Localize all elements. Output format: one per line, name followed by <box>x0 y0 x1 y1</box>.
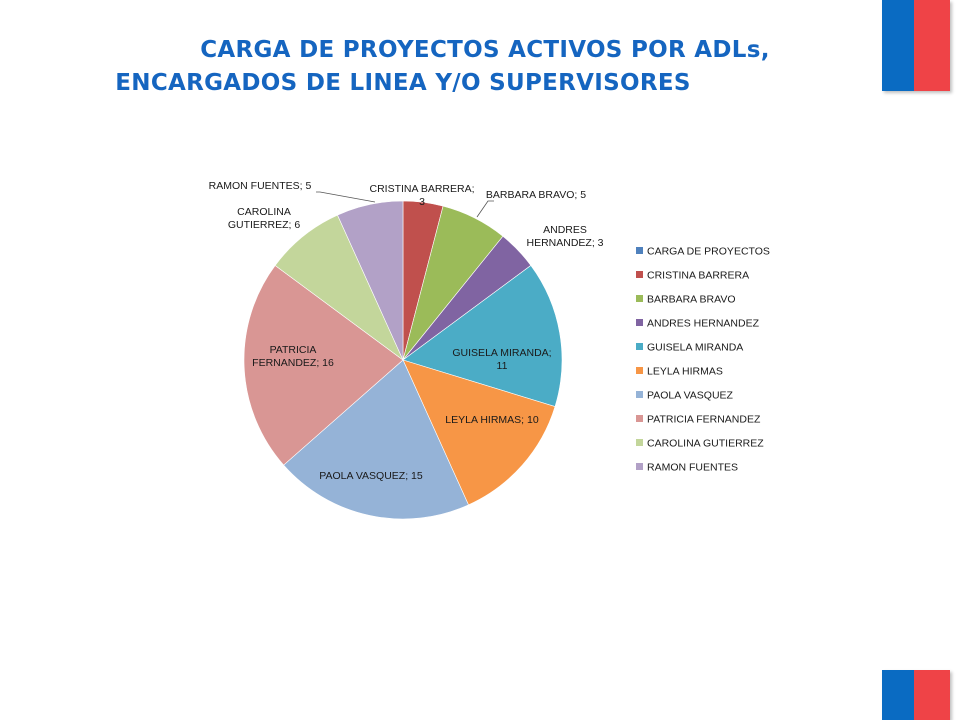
data-label-andres-hernandez: ANDRES HERNANDEZ; 3 <box>526 224 604 249</box>
legend-label-carga-de-proyectos: CARGA DE PROYECTOS <box>647 245 770 258</box>
data-label-carolina-gutierrez: CAROLINA GUTIERREZ; 6 <box>227 206 301 231</box>
legend-swatch-carolina-gutierrez <box>636 439 643 446</box>
slide-title-line-2: ENCARGADOS DE LINEA Y/O SUPERVISORES <box>115 70 691 96</box>
legend-swatch-cristina-barrera <box>636 271 643 278</box>
legend-swatch-paola-vasquez <box>636 391 643 398</box>
legend-label-barbara-bravo: BARBARA BRAVO <box>647 293 736 306</box>
legend-swatch-patricia-fernandez <box>636 415 643 422</box>
legend-label-cristina-barrera: CRISTINA BARRERA <box>647 269 750 282</box>
legend-label-andres-hernandez: ANDRES HERNANDEZ <box>647 317 760 330</box>
legend-label-ramon-fuentes: RAMON FUENTES <box>647 461 739 474</box>
slide-title-line-1: CARGA DE PROYECTOS ACTIVOS POR ADLs, <box>200 37 770 63</box>
data-label-ramon-fuentes: RAMON FUENTES; 5 <box>208 180 312 192</box>
leader-line-barbara-bravo <box>477 201 494 217</box>
data-label-leyla-hirmas: LEYLA HIRMAS; 10 <box>445 414 539 426</box>
data-label-paola-vasquez: PAOLA VASQUEZ; 15 <box>319 470 423 482</box>
chart-legend <box>636 246 770 474</box>
legend-swatch-andres-hernandez <box>636 319 643 326</box>
legend-swatch-carga-de-proyectos <box>636 247 643 254</box>
legend-label-patricia-fernandez: PATRICIA FERNANDEZ <box>647 413 761 426</box>
legend-swatch-leyla-hirmas <box>636 367 643 374</box>
legend-swatch-ramon-fuentes <box>636 463 643 470</box>
data-label-cristina-barrera: CRISTINA BARRERA; 3 <box>369 183 475 208</box>
data-label-patricia-fernandez: PATRICIA FERNANDEZ; 16 <box>252 344 334 369</box>
legend-swatch-guisela-miranda <box>636 343 643 350</box>
legend-label-guisela-miranda: GUISELA MIRANDA <box>647 341 744 354</box>
legend-label-carolina-gutierrez: CAROLINA GUTIERREZ <box>647 437 764 450</box>
data-label-barbara-bravo: BARBARA BRAVO; 5 <box>485 189 587 201</box>
legend-swatch-barbara-bravo <box>636 295 643 302</box>
legend-label-paola-vasquez: PAOLA VASQUEZ <box>647 389 733 402</box>
data-label-guisela-miranda: GUISELA MIRANDA; 11 <box>452 347 552 372</box>
leader-line-ramon-fuentes <box>316 192 375 202</box>
legend-label-leyla-hirmas: LEYLA HIRMAS <box>647 365 723 378</box>
